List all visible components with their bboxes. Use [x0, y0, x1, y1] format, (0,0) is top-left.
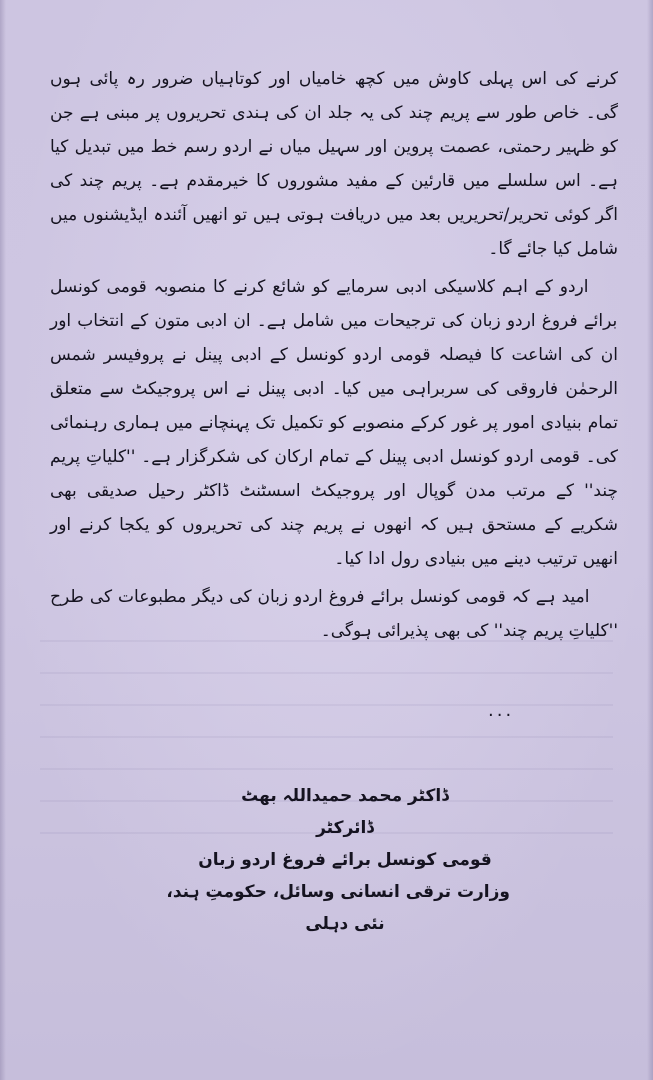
page-edge-right: [647, 0, 653, 1080]
paragraph-3: [50, 580, 618, 648]
text-line: کرکے منصوبے کو تکمیل تک پہنچانے میں ہماری رہنمائی کی۔ قومی اردو کونسل ادبی پینل: [50, 413, 619, 467]
text-line: کے تمام ارکان کی شکرگزار ہے۔ ''کلیاتِ پریم چند'' کے مرتب مدن گوپال اور پروجیکٹ: [50, 447, 618, 501]
paragraph-2: [50, 270, 618, 576]
ellipsis-marks: ...: [488, 700, 515, 721]
text-line: اسسٹنٹ ڈاکٹر رحیل صدیقی بھی شکریے کے مستحق ہیں کہ انھوں نے پریم چند کی: [50, 481, 619, 535]
text-line: عصمت پروین اور سہیل میاں نے اردو رسم خط میں تبدیل کیا ہے۔ اس سلسلے میں: [50, 137, 618, 191]
signatory-organization: قومی کونسل برائے فروغ اردو زبان: [198, 850, 492, 870]
signature-block: [166, 780, 510, 940]
text-line: تحریروں کو یکجا کرنے اور انھیں ترتیب دینے میں بنیادی رول ادا کیا۔: [50, 515, 618, 569]
text-line: کرنے کی اس پہلی کاوش میں کچھ خامیاں اور کوتاہیاں ضرور رہ پائی ہوں گی۔: [50, 69, 618, 123]
signatory-ministry: وزارت ترقی انسانی وسائل، حکومتِ ہند،: [166, 882, 510, 902]
page-edge-left: [0, 0, 6, 1080]
text-line: ''کلیاتِ پریم چند'' کی بھی پذیرائی ہوگی۔: [320, 621, 618, 641]
signatory-title: ڈائرکٹر: [316, 818, 374, 838]
signatory-city: نئی دہلی: [305, 914, 385, 934]
text-line: اردو کے اہم کلاسیکی ادبی سرمایے کو شائع کرنے کا منصوبہ قومی کونسل: [50, 277, 589, 297]
text-line: امید ہے کہ قومی کونسل برائے فروغ اردو زبان کی دیگر مطبوعات کی طرح: [50, 587, 590, 607]
signatory-name: ڈاکٹر محمد حمیداللہ بھٹ: [241, 786, 449, 806]
text-line: خاص طور سے پریم چند کی یہ جلد ان کی ہندی تحریروں پر مبنی ہے جن کو ظہیر رحمتی،: [50, 103, 619, 157]
text-line: برائے فروغ اردو زبان کی ترجیحات میں شامل ہے۔ ان ادبی متون کے انتخاب اور: [50, 311, 618, 331]
text-line: دریافت ہوتی ہیں تو انھیں آئندہ ایڈیشنوں میں شامل کیا جائے گا۔: [50, 205, 618, 259]
text-line: قارئین کے مفید مشوروں کا خیرمقدم ہے۔ پریم چند کی اگر کوئی تحریر/تحریریں بعد میں: [50, 171, 618, 225]
body-text: [50, 62, 618, 650]
paragraph-1: [50, 62, 618, 266]
text-line: ان کی اشاعت کا فیصلہ قومی اردو کونسل کے ادبی پینل نے پروفیسر شمس الرحمٰن فاروقی: [50, 345, 618, 399]
text-line: کی سربراہی میں کیا۔ ادبی پینل نے اس پروجیکٹ سے متعلق تمام بنیادی امور پر غور: [50, 379, 618, 433]
